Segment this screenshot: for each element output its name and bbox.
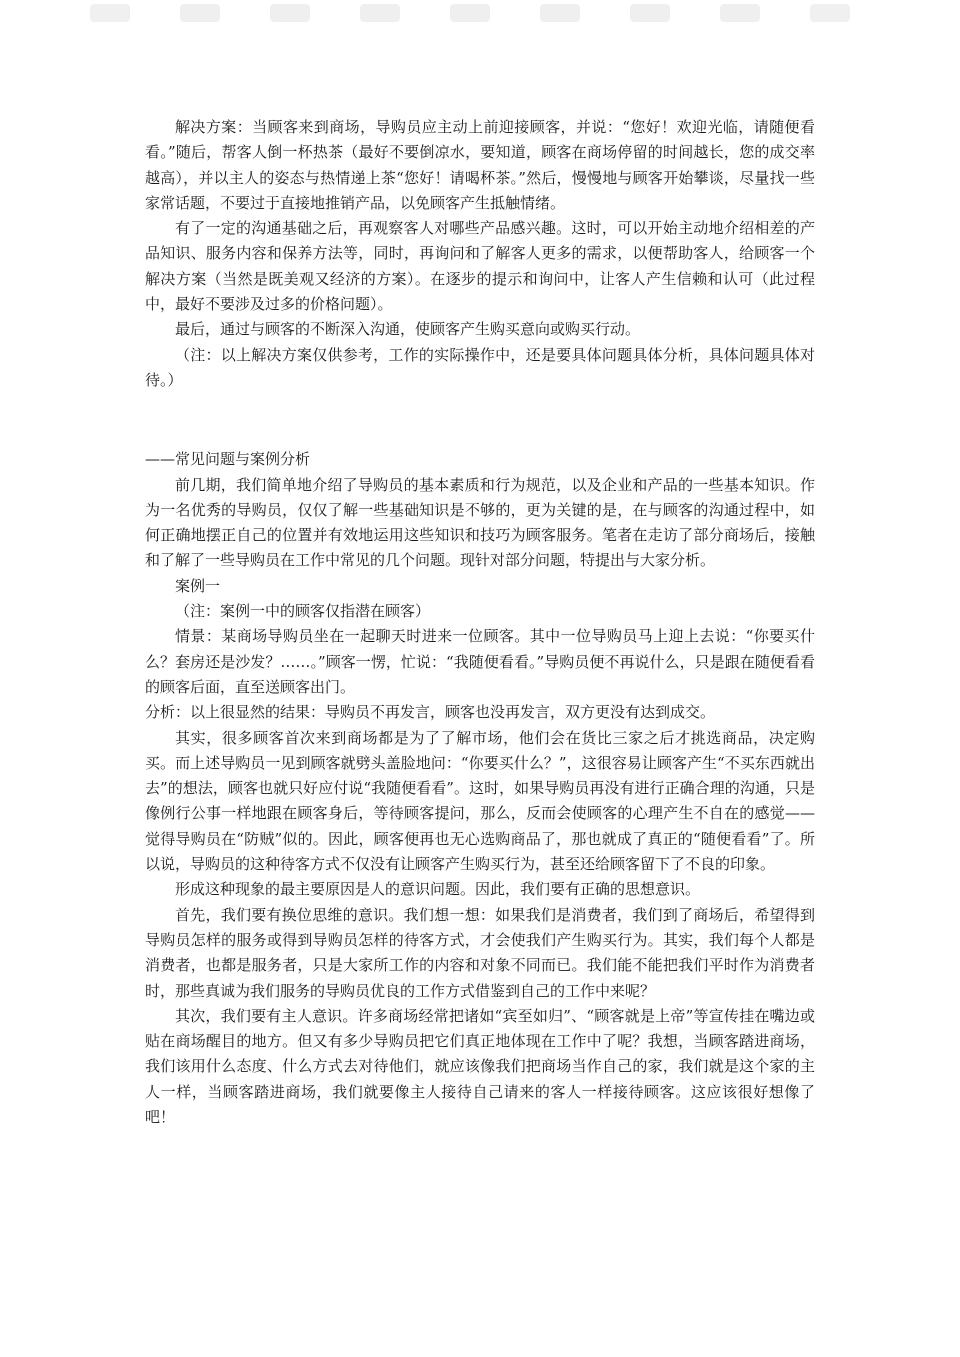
- body-paragraph: 其次，我们要有主人意识。许多商场经常把诸如“宾至如归”、“顾客就是上帝”等宣传挂在嘴边或贴在商场醒目的地方。但又有多少导购员把它们真正地体现在工作中了呢？我想，当顾客踏进商场，我们该用什么态度、什么方式去对待他们，就应该像我们把商场当作自己的家，我们就是这个家的主人一样，当顾客踏进商场，我们就要像主人接待自己请来的客人一样接待顾客。这应该很好想像了吧！: [145, 1006, 815, 1126]
- watermark-logo: [450, 4, 490, 22]
- watermark-logo: [720, 4, 760, 22]
- case-note: （注：案例一中的顾客仅指潜在顾客）: [175, 602, 431, 621]
- body-paragraph: 形成这种现象的最主要原因是人的意识问题。因此，我们要有正确的思想意识。: [175, 880, 701, 899]
- watermark-logo: [630, 4, 670, 22]
- case-analysis-section: [145, 447, 815, 1130]
- watermark-logo: [180, 4, 220, 22]
- section-heading: ——常见问题与案例分析: [145, 450, 311, 469]
- body-paragraph: 其实，很多顾客首次来到商场都是为了了解市场，他们会在货比三家之后才挑选商品，决定购买。而上述导购员一见到顾客就劈头盖脸地问：“你要买什么？”，这很容易让顾客产生“不买东西就出去”的想法，顾客也就只好应付说“我随便看看”。这时，如果导购员再没有进行正确合理的沟通，只是像例行公事一样地跟在顾客身后，等待顾客提问，那么，反而会使顾客的心理产生不自在的感觉——觉得导购员在“防贼”似的。因此，顾客便再也无心选购商品了，那也就成了真正的“随便看看”了。所以说，导购员的这种待客方式不仅没有让顾客产生购买行为，甚至还给顾客留下了不良的印象。: [145, 728, 815, 874]
- watermark-logo: [90, 4, 130, 22]
- note-paragraph: （注：以上解决方案仅供参考，工作的实际操作中，还是要具体问题具体分析，具体问题具体对待。）: [145, 345, 815, 389]
- section-spacer: [145, 393, 815, 447]
- intro-paragraph: 前几期，我们简单地介绍了导购员的基本素质和行为规范，以及企业和产品的一些基本知识。作为一名优秀的导购员，仅仅了解一些基础知识是不够的，更为关键的是，在与顾客的沟通过程中，如何正确地摆正自己的位置并有效地运用这些知识和技巧为顾客服务。笔者在走访了部分商场后，接触和了解了一些导购员在工作中常见的几个问题。现针对部分问题，特提出与大家分析。: [145, 475, 815, 570]
- watermark-logo: [540, 4, 580, 22]
- watermark-strip: [0, 0, 960, 30]
- case-title: 案例一: [175, 576, 221, 595]
- scenario-paragraph: 情景：某商场导购员坐在一起聊天时进来一位顾客。其中一位导购员马上迎上去说：“你要买什么？套房还是沙发？……。”顾客一愣，忙说：“我随便看看。”导购员便不再说什么，只是跟在随便看看的顾客后面，直至送顾客出门。: [145, 627, 815, 696]
- solution-paragraph: 解决方案：当顾客来到商场，导购员应主动上前迎接顾客，并说：“您好！欢迎光临，请随便看看。”随后，帮客人倒一杯热茶（最好不要倒凉水，要知道，顾客在商场停留的时间越长，您的成交率越高），并以主人的姿态与热情递上茶“您好！请喝杯茶。”然后，慢慢地与顾客开始攀谈，尽量找一些家常话题，不要过于直接地推销产品，以免顾客产生抵触情绪。: [145, 118, 815, 212]
- body-paragraph: 首先，我们要有换位思维的意识。我们想一想：如果我们是消费者，我们到了商场后，希望得到导购员怎样的服务或得到导购员怎样的待客方式，才会使我们产生购买行为。其实，我们每个人都是消费者，也都是服务者，只是大家所工作的内容和对象不同而已。我们能不能把我们平时作为消费者时，那些真诚为我们服务的导购员优良的工作方式借鉴到自己的工作中来呢？: [145, 905, 815, 1000]
- watermark-logo: [270, 4, 310, 22]
- solution-section: [145, 115, 815, 393]
- document-page: [145, 115, 815, 1130]
- final-step-paragraph: 最后，通过与顾客的不断深入沟通，使顾客产生购买意向或购买行动。: [175, 320, 641, 339]
- analysis-paragraph: 分析：以上很显然的结果：导购员不再发言，顾客也没再发言，双方更没有达到成交。: [145, 703, 716, 722]
- watermark-logo: [810, 4, 850, 22]
- watermark-logo: [360, 4, 400, 22]
- followup-paragraph: 有了一定的沟通基础之后，再观察客人对哪些产品感兴趣。这时，可以开始主动地介绍相差的产品知识、服务内容和保养方法等，同时，再询问和了解客人更多的需求，以便帮助客人，给顾客一个解决方案（当然是既美观又经济的方案）。在逐步的提示和询问中，让客人产生信赖和认可（此过程中，最好不要涉及过多的价格问题）。: [145, 219, 815, 314]
